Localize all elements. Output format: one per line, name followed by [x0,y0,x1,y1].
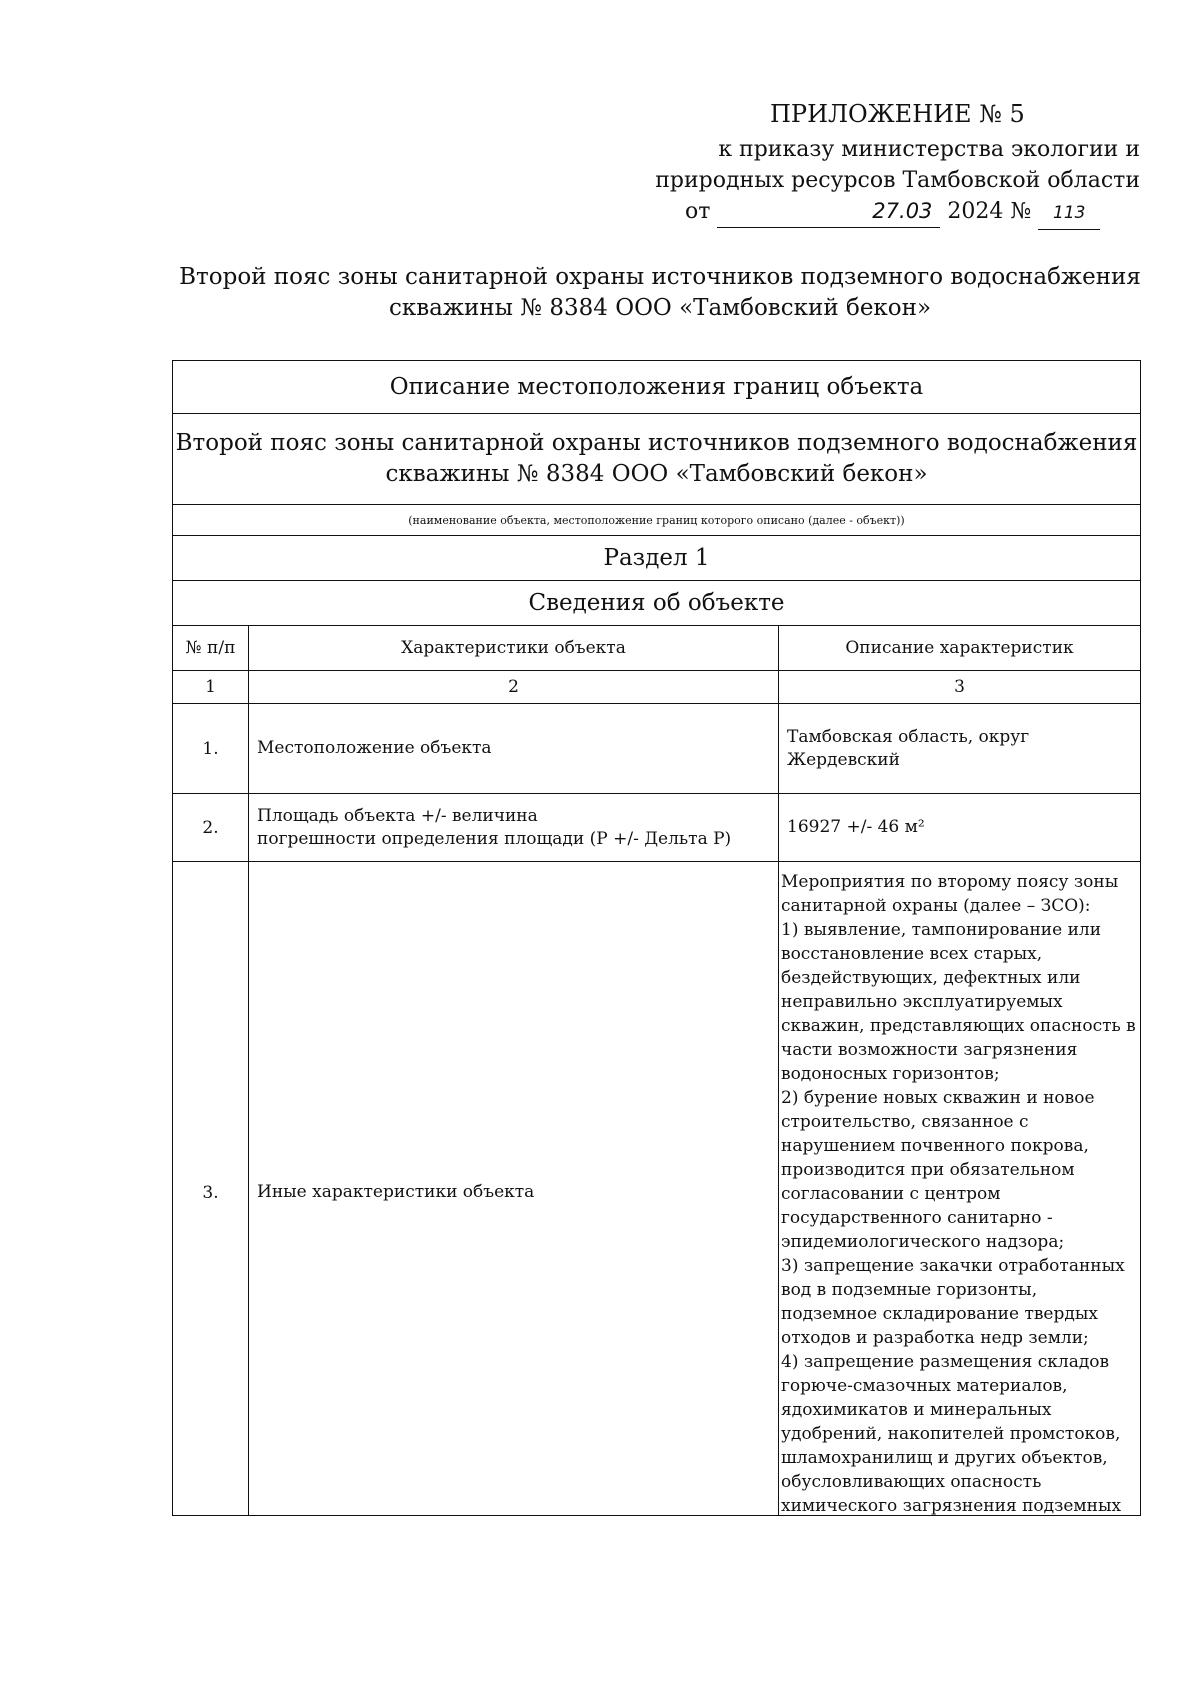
row-characteristic: Иные характеристики объекта [249,862,779,1516]
measures-line: части возможности загрязнения [781,1040,1078,1060]
measures-line: 1) выявление, тампонирование или [781,920,1102,940]
row-description [779,704,1141,794]
measures-line: Мероприятия по второму поясу зоны [781,872,1119,892]
row-characteristic-line: Площадь объекта +/- величина [257,805,538,826]
measures-line: строительство, связанное с [781,1112,1029,1132]
boundary-description-table [172,360,1141,1516]
measures-line: 3) запрещение закачки отработанных [781,1256,1125,1276]
column-number-3: 3 [779,671,1141,704]
column-number-2: 2 [249,671,779,704]
measures-line: химического загрязнения подземных [781,1496,1122,1515]
title-line-2: скважины № 8384 ООО «Тамбовский бекон» [388,295,932,321]
column-number-1: 1 [173,671,249,704]
column-header-description: Описание характеристик [779,626,1141,671]
section-label: Раздел 1 [173,536,1141,581]
appendix-date-line [685,196,1160,230]
row-characteristic-line: погрешности определения площади (Р +/- Дельта Р) [257,828,732,849]
measures-list [779,862,1140,1515]
year-text: 2024 № [947,199,1032,224]
section-title: Сведения об объекте [173,581,1141,626]
title-line-1: Второй пояс зоны санитарной охраны источников подземного водоснабжения [179,264,1141,290]
measures-line: отходов и разработка недр земли; [781,1328,1089,1348]
row-description: 16927 +/- 46 м² [779,794,1141,862]
measures-line: шламохранилищ и других объектов, [781,1448,1108,1468]
row-characteristic [249,794,779,862]
measures-line: водоносных горизонтов; [781,1064,1000,1084]
measures-line: государственного санитарно - [781,1208,1053,1228]
measures-line: неправильно эксплуатируемых [781,992,1063,1012]
appendix-header [640,100,1160,230]
appendix-line-2: природных ресурсов Тамбовской области [655,168,1140,193]
measures-line: горюче-смазочных материалов, [781,1376,1068,1396]
measures-line: санитарной охраны (далее – ЗСО): [781,896,1091,916]
measures-line: бездействующих, дефектных или [781,968,1081,988]
table-header: Описание местоположения границ объекта [173,361,1141,414]
measures-line: нарушением почвенного покрова, [781,1136,1089,1156]
row-number: 2. [173,794,249,862]
order-number-handwritten: 113 [1038,198,1100,230]
measures-line: 4) запрещение размещения складов [781,1352,1110,1372]
appendix-line-1: к приказу министерства экологии и [718,137,1140,162]
column-header-characteristic: Характеристики объекта [249,626,779,671]
measures-line: 2) бурение новых скважин и новое [781,1088,1095,1108]
table-row [173,862,1141,1516]
table-row [173,794,1141,862]
row-characteristic: Местоположение объекта [249,704,779,794]
document-title [170,262,1150,324]
measures-line: эпидемиологического надзора; [781,1232,1065,1252]
measures-line: производится при обязательном [781,1160,1075,1180]
measures-line: скважин, представляющих опасность в [781,1016,1136,1036]
measures-line: согласовании с центром [781,1184,1001,1204]
measures-line: ядохимикатов и минеральных [781,1400,1052,1420]
object-name [173,414,1141,505]
object-name-note: (наименование объекта, местоположение границ которого описано (далее - объект)) [173,505,1141,536]
date-prefix: от [685,199,711,224]
table-row [173,704,1141,794]
measures-line: подземное складирование твердых [781,1304,1098,1324]
appendix-heading: ПРИЛОЖЕНИЕ № 5 [770,100,1025,128]
row-description-line: Жердевский [787,749,900,770]
row-number: 1. [173,704,249,794]
object-name-line-1: Второй пояс зоны санитарной охраны источников подземного водоснабжения [175,430,1138,456]
measures-line: удобрений, накопителей промстоков, [781,1424,1121,1444]
measures-line: восстановление всех старых, [781,944,1043,964]
column-header-number: № п/п [173,626,249,671]
row-number: 3. [173,862,249,1516]
measures-line: обусловливающих опасность [781,1472,1042,1492]
date-handwritten: 27.03 [717,196,940,228]
row-description [779,862,1141,1516]
measures-line: вод в подземные горизонты, [781,1280,1038,1300]
row-description-line: Тамбовская область, округ [787,726,1030,747]
object-name-line-2: скважины № 8384 ООО «Тамбовский бекон» [385,461,928,487]
